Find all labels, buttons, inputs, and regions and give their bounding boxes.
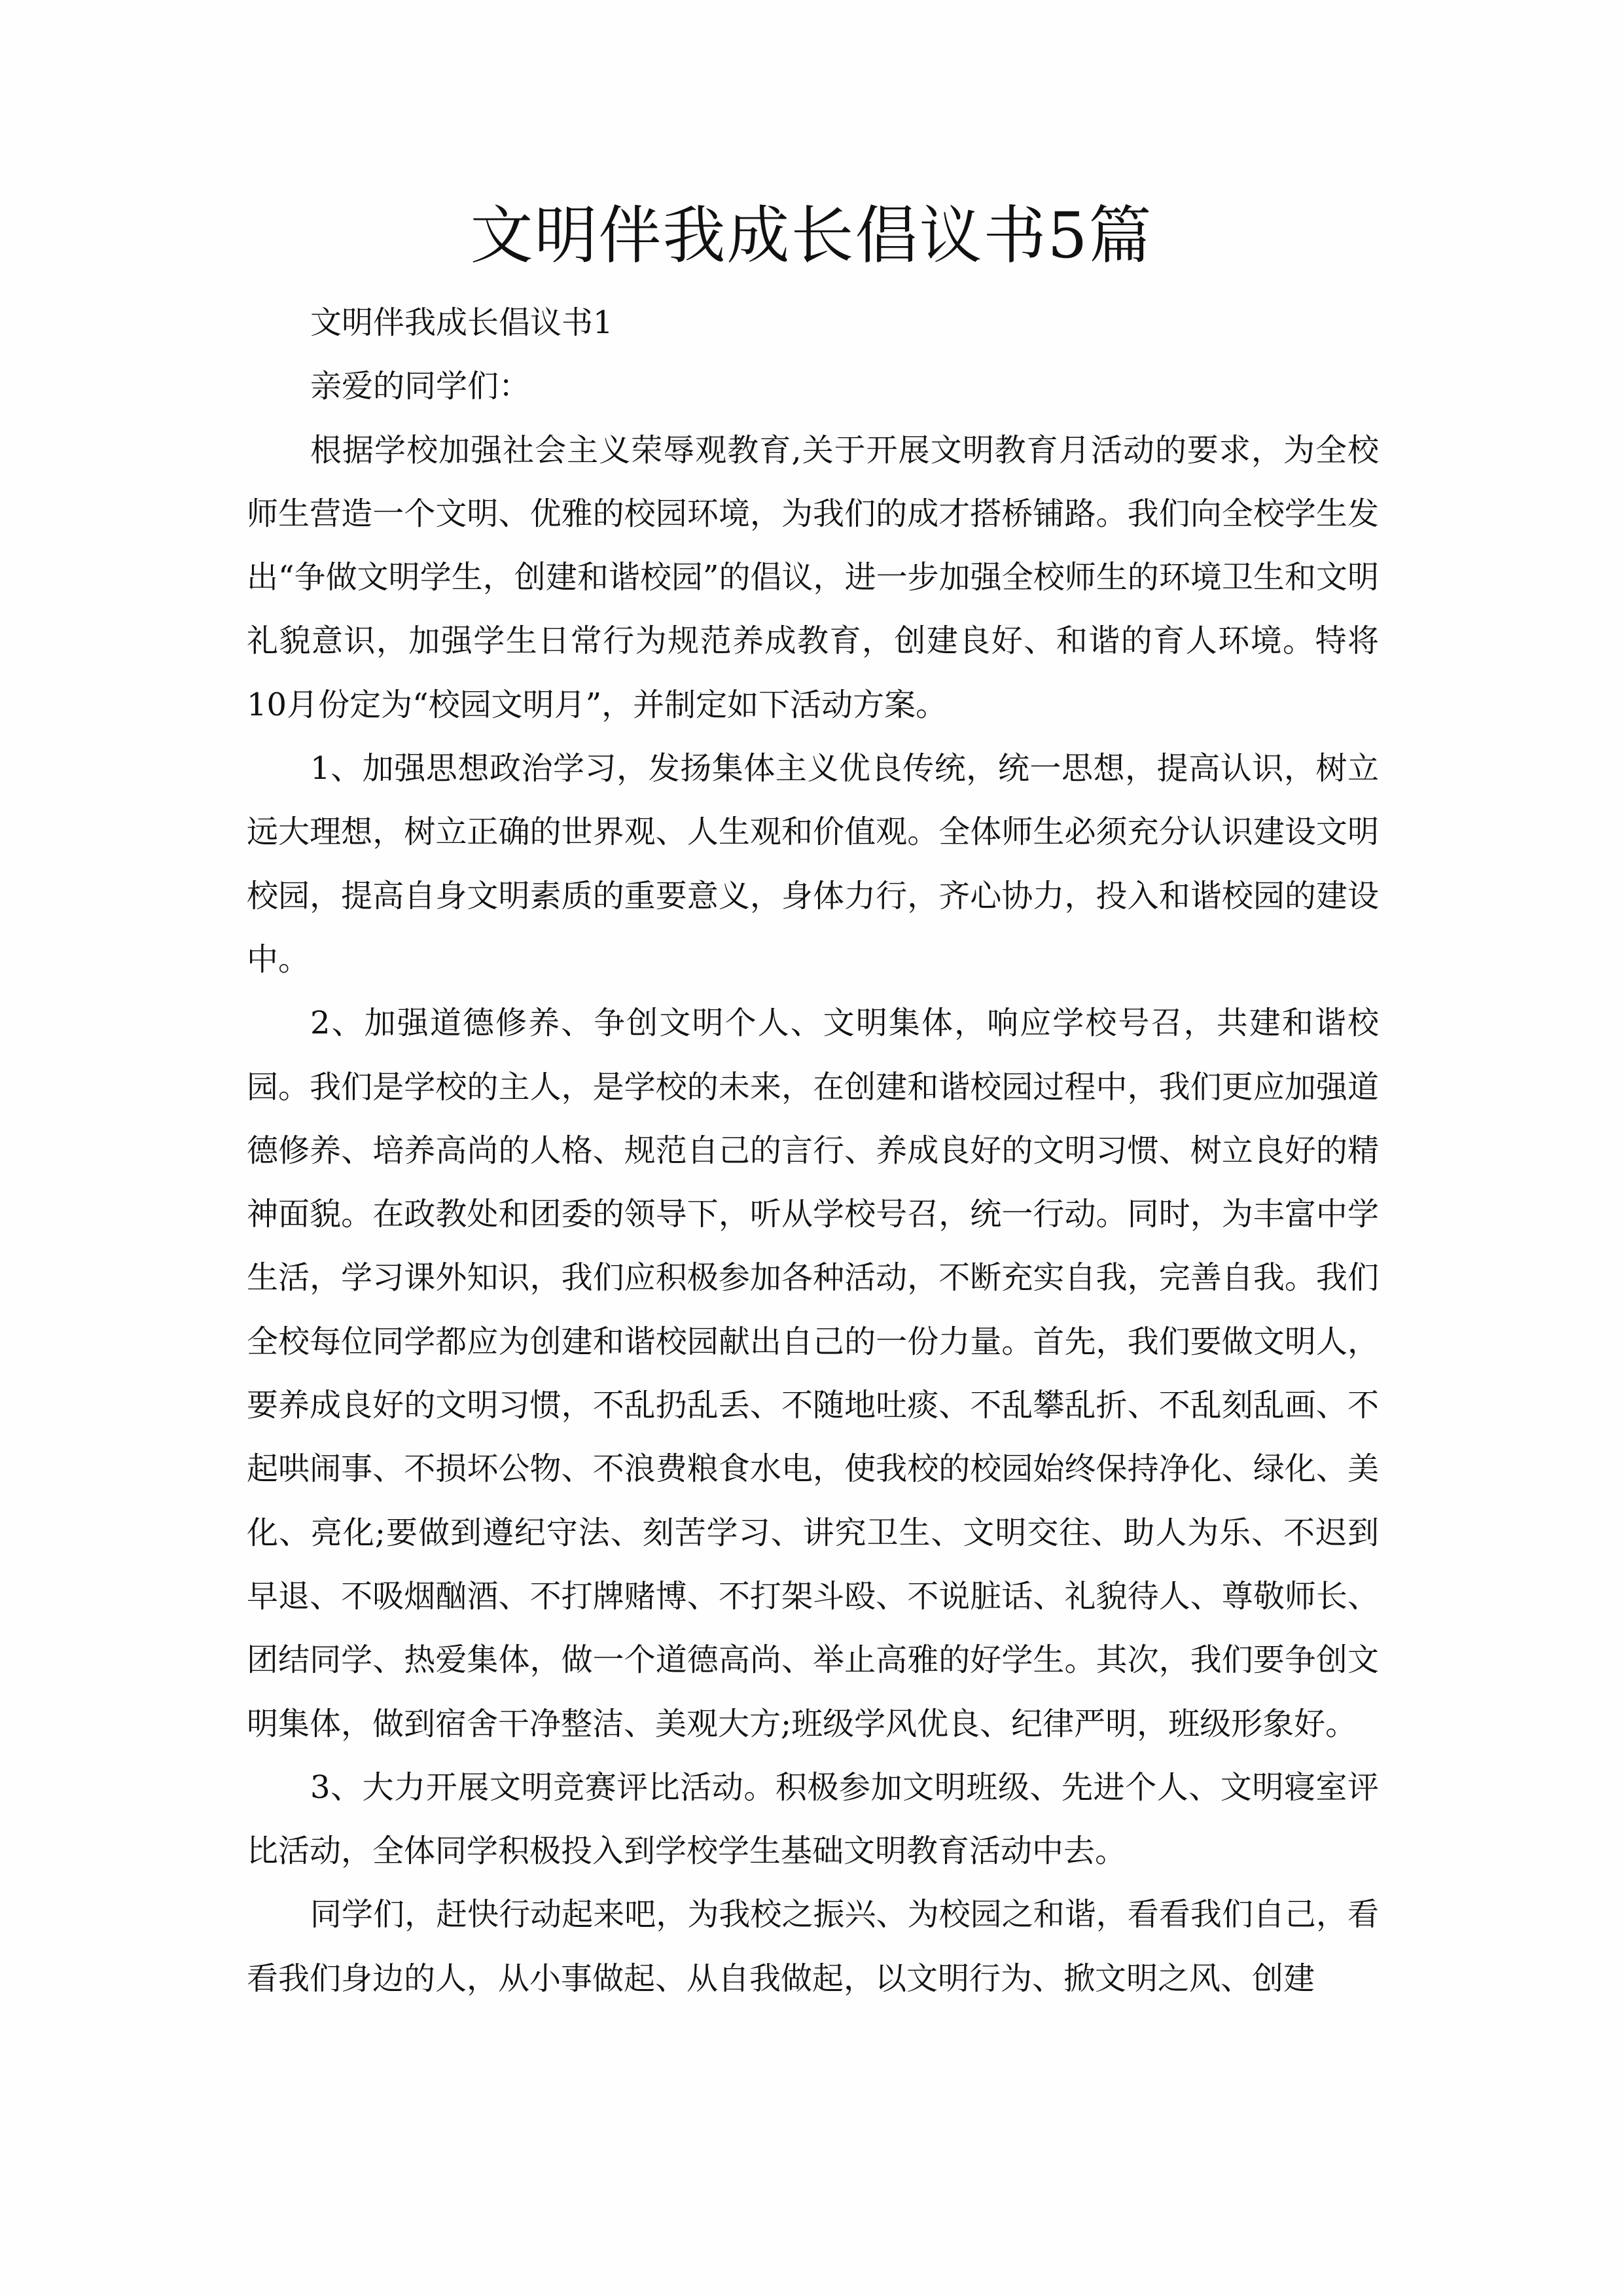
paragraph-item-2: 2、加强道德修养、争创文明个人、文明集体，响应学校号召，共建和谐校园。我们是学校的主人，是学校的未来，在创建和谐校园过程中，我们更应加强道德修养、培养高尚的人格、规范自己的言行、养成良好的文明习惯、树立良好的精神面貌。在政教处和团委的领导下，听从学校号召，统一行动。同时，为丰富中学生活，学习课外知识，我们应积极参加各种活动，不断充实自我，完善自我。我们全校每位同学都应为创建和谐校园献出自己的一份力量。首先，我们要做文明人，要养成良好的文明习惯，不乱扔乱丢、不随地吐痰、不乱攀乱折、不乱刻乱画、不起哄闹事、不损坏公物、不浪费粮食水电，使我校的校园始终保持净化、绿化、美化、亮化;要做到遵纪守法、刻苦学习、讲究卫生、文明交往、助人为乐、不迟到早退、不吸烟酗酒、不打牌赌博、不打架斗殴、不说脏话、礼貌待人、尊敬师长、团结同学、热爱集体，做一个道德高尚、举止高雅的好学生。其次，我们要争创文明集体，做到宿舍干净整洁、美观大方;班级学风优良、纪律严明，班级形象好。 bbox=[247, 1005, 1379, 1742]
paragraph-item-1: 1、加强思想政治学习，发扬集体主义优良传统，统一思想，提高认识，树立远大理想，树立正确的世界观、人生观和价值观。全体师生必须充分认识建设文明校园，提高自身文明素质的重要意义，身体力行，齐心协力，投入和谐校园的建设中。 bbox=[247, 750, 1379, 978]
paragraph-closing: 同学们，赶快行动起来吧，为我校之振兴、为校园之和谐，看看我们自己，看看我们身边的人，从小事做起、从自我做起，以文明行为、掀文明之风、创建 bbox=[247, 1896, 1379, 1997]
document-body bbox=[247, 291, 1379, 2011]
section-heading: 文明伴我成长倡议书1 bbox=[310, 304, 613, 341]
document-title: 文明伴我成长倡议书5篇 bbox=[470, 199, 1153, 272]
paragraph-intro: 根据学校加强社会主义荣辱观教育,关于开展文明教育月活动的要求，为全校师生营造一个文明、优雅的校园环境，为我们的成才搭桥铺路。我们向全校学生发出“争做文明学生，创建和谐校园”的倡议，进一步加强全校师生的环境卫生和文明礼貌意识，加强学生日常行为规范养成教育，创建良好、和谐的育人环境。特将10月份定为“校园文明月”，并制定如下活动方案。 bbox=[247, 431, 1379, 723]
salutation: 亲爱的同学们： bbox=[310, 368, 531, 405]
paragraph-item-3: 3、大力开展文明竞赛评比活动。积极参加文明班级、先进个人、文明寝室评比活动，全体同学积极投入到学校学生基础文明教育活动中去。 bbox=[247, 1768, 1379, 1870]
